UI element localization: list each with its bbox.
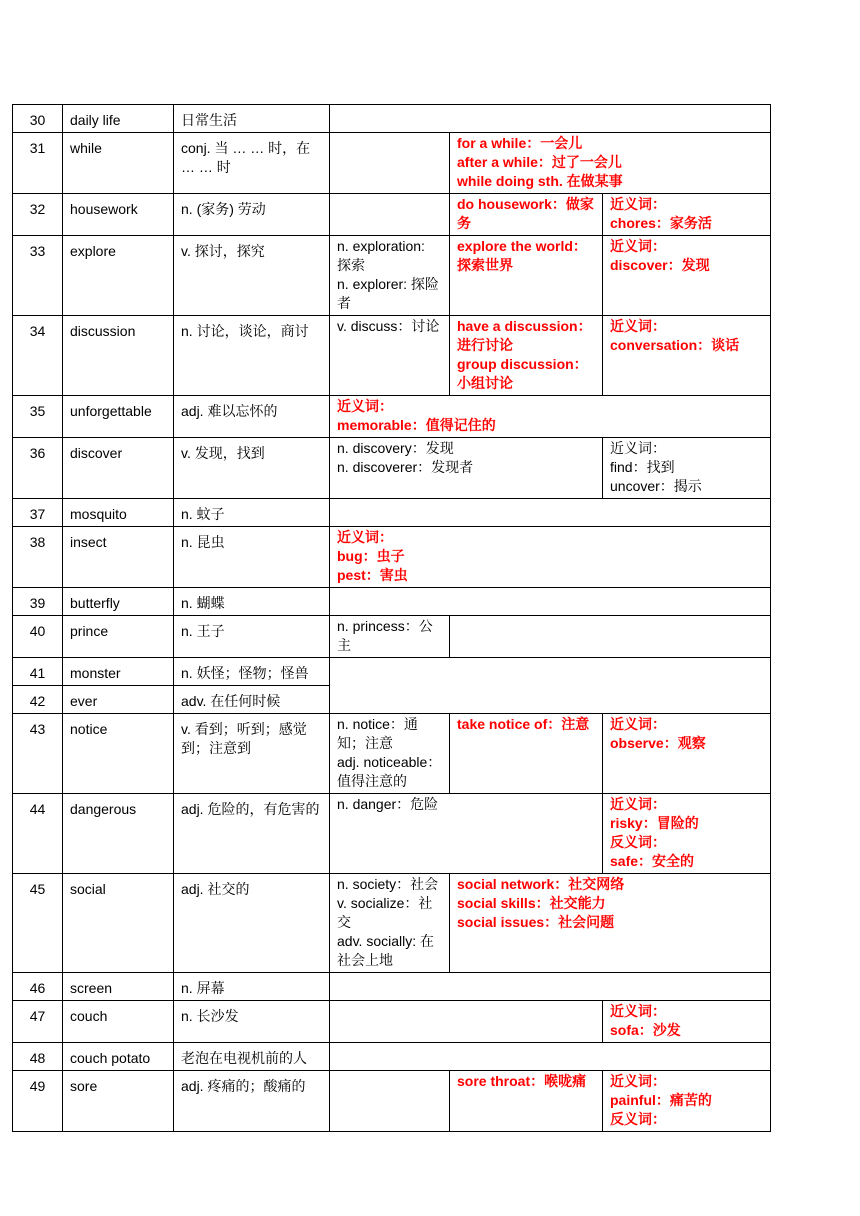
- forms-cell: [330, 133, 450, 194]
- row-number: 45: [13, 874, 63, 973]
- table-row: [13, 499, 771, 527]
- forms-cell: v. discuss：讨论: [330, 316, 450, 396]
- meaning-cell: 老泡在电视机前的人: [174, 1043, 330, 1071]
- meaning-cell: adj. 疼痛的；酸痛的: [174, 1071, 330, 1132]
- table-row: [13, 236, 771, 316]
- meaning-cell: n. 妖怪；怪物；怪兽: [174, 658, 330, 686]
- forms-cell: n. discovery：发现 n. discoverer：发现者: [330, 438, 603, 499]
- row-number: 46: [13, 973, 63, 1001]
- phrases-cell: have a discussion：进行讨论 group discussion：小组讨论: [450, 316, 603, 396]
- table-row: [13, 1001, 771, 1043]
- table-row: [13, 438, 771, 499]
- phrases-cell: [450, 133, 771, 194]
- empty-cell: [330, 588, 771, 616]
- meaning-cell: n. 昆虫: [174, 527, 330, 588]
- forms-cell: n. society：社会 v. socialize：社交 adv. socially: 在社会上地: [330, 874, 450, 973]
- phrase: after a while：过了一会儿: [457, 154, 622, 170]
- table-row: [13, 105, 771, 133]
- row-number: 39: [13, 588, 63, 616]
- row-number: 35: [13, 396, 63, 438]
- forms-cell: n. danger：危险: [330, 794, 603, 874]
- word-cell: while: [63, 133, 174, 194]
- synonyms-cell: 近义词： painful：痛苦的 反义词：: [603, 1071, 771, 1132]
- row-number: 36: [13, 438, 63, 499]
- meaning-cell: n. 长沙发: [174, 1001, 330, 1043]
- word-cell: couch: [63, 1001, 174, 1043]
- row-number: 47: [13, 1001, 63, 1043]
- word-cell: ever: [63, 686, 174, 714]
- word-cell: discussion: [63, 316, 174, 396]
- meaning-cell: v. 探讨，探究: [174, 236, 330, 316]
- table-row: [13, 133, 771, 194]
- meaning-cell: n. (家务) 劳动: [174, 194, 330, 236]
- word-cell: monster: [63, 658, 174, 686]
- synonyms-cell: 近义词： observe：观察: [603, 714, 771, 794]
- row-number: 40: [13, 616, 63, 658]
- word-cell: prince: [63, 616, 174, 658]
- word-cell: daily life: [63, 105, 174, 133]
- table-row: [13, 973, 771, 1001]
- phrases-cell: sore throat：喉咙痛: [450, 1071, 603, 1132]
- empty-cell: [330, 105, 771, 133]
- table-row: [13, 874, 771, 973]
- row-number: 42: [13, 686, 63, 714]
- word-cell: sore: [63, 1071, 174, 1132]
- synonyms-cell: 近义词： conversation：谈话: [603, 316, 771, 396]
- word-cell: screen: [63, 973, 174, 1001]
- forms-cell: [330, 194, 450, 236]
- phrases-cell: explore the world：探索世界: [450, 236, 603, 316]
- row-number: 48: [13, 1043, 63, 1071]
- table-row: [13, 794, 771, 874]
- synonyms-cell: 近义词： memorable：值得记住的: [330, 396, 771, 438]
- meaning-cell: conj. 当 … … 时，在 … … 时: [174, 133, 330, 194]
- word-cell: couch potato: [63, 1043, 174, 1071]
- phrases-cell: take notice of：注意: [450, 714, 603, 794]
- word-cell: notice: [63, 714, 174, 794]
- row-number: 38: [13, 527, 63, 588]
- row-number: 44: [13, 794, 63, 874]
- empty-cell: [330, 658, 771, 714]
- phrase: while doing sth. 在做某事: [457, 173, 623, 189]
- empty-cell: [330, 1001, 603, 1043]
- table-row: [13, 588, 771, 616]
- table-row: [13, 714, 771, 794]
- meaning-cell: adv. 在任何时候: [174, 686, 330, 714]
- word-cell: housework: [63, 194, 174, 236]
- meaning-cell: n. 蚊子: [174, 499, 330, 527]
- table-row: [13, 527, 771, 588]
- synonyms-cell: 近义词： chores：家务活: [603, 194, 771, 236]
- row-number: 31: [13, 133, 63, 194]
- row-number: 33: [13, 236, 63, 316]
- row-number: 41: [13, 658, 63, 686]
- synonyms-cell: 近义词： discover：发现: [603, 236, 771, 316]
- meaning-cell: adj. 危险的，有危害的: [174, 794, 330, 874]
- row-number: 32: [13, 194, 63, 236]
- word-cell: social: [63, 874, 174, 973]
- row-number: 34: [13, 316, 63, 396]
- table-row: [13, 658, 771, 686]
- forms-cell: n. exploration: 探索 n. explorer: 探险者: [330, 236, 450, 316]
- empty-cell: [450, 616, 771, 658]
- meaning-cell: adj. 社交的: [174, 874, 330, 973]
- empty-cell: [330, 973, 771, 1001]
- phrase: for a while：一会儿: [457, 135, 583, 151]
- meaning-cell: 日常生活: [174, 105, 330, 133]
- meaning-cell: n. 蝴蝶: [174, 588, 330, 616]
- table-row: [13, 194, 771, 236]
- empty-cell: [330, 499, 771, 527]
- meaning-cell: adj. 难以忘怀的: [174, 396, 330, 438]
- word-cell: discover: [63, 438, 174, 499]
- synonyms-cell: 近义词： risky：冒险的 反义词： safe：安全的: [603, 794, 771, 874]
- table-row: [13, 396, 771, 438]
- phrases-cell: social network：社交网络 social skills：社交能力 social issues：社会问题: [450, 874, 771, 973]
- forms-cell: n. princess：公主: [330, 616, 450, 658]
- meaning-cell: v. 看到；听到；感觉到；注意到: [174, 714, 330, 794]
- synonyms-cell: 近义词： bug：虫子 pest：害虫: [330, 527, 771, 588]
- synonyms-cell: 近义词： sofa：沙发: [603, 1001, 771, 1043]
- phrases-cell: do housework：做家务: [450, 194, 603, 236]
- word-cell: explore: [63, 236, 174, 316]
- word-cell: mosquito: [63, 499, 174, 527]
- word-cell: butterfly: [63, 588, 174, 616]
- vocabulary-table: [12, 104, 771, 1132]
- row-number: 30: [13, 105, 63, 133]
- meaning-cell: n. 讨论，谈论，商讨: [174, 316, 330, 396]
- table-row: [13, 316, 771, 396]
- row-number: 43: [13, 714, 63, 794]
- meaning-cell: v. 发现，找到: [174, 438, 330, 499]
- meaning-cell: n. 屏幕: [174, 973, 330, 1001]
- word-cell: dangerous: [63, 794, 174, 874]
- table-row: [13, 616, 771, 658]
- synonyms-cell: 近义词： find：找到 uncover：揭示: [603, 438, 771, 499]
- forms-cell: [330, 1071, 450, 1132]
- empty-cell: [330, 1043, 771, 1071]
- forms-cell: n. notice：通知；注意 adj. noticeable：值得注意的: [330, 714, 450, 794]
- meaning-cell: n. 王子: [174, 616, 330, 658]
- word-cell: insect: [63, 527, 174, 588]
- word-cell: unforgettable: [63, 396, 174, 438]
- row-number: 37: [13, 499, 63, 527]
- table-row: [13, 1043, 771, 1071]
- row-number: 49: [13, 1071, 63, 1132]
- table-row: [13, 1071, 771, 1132]
